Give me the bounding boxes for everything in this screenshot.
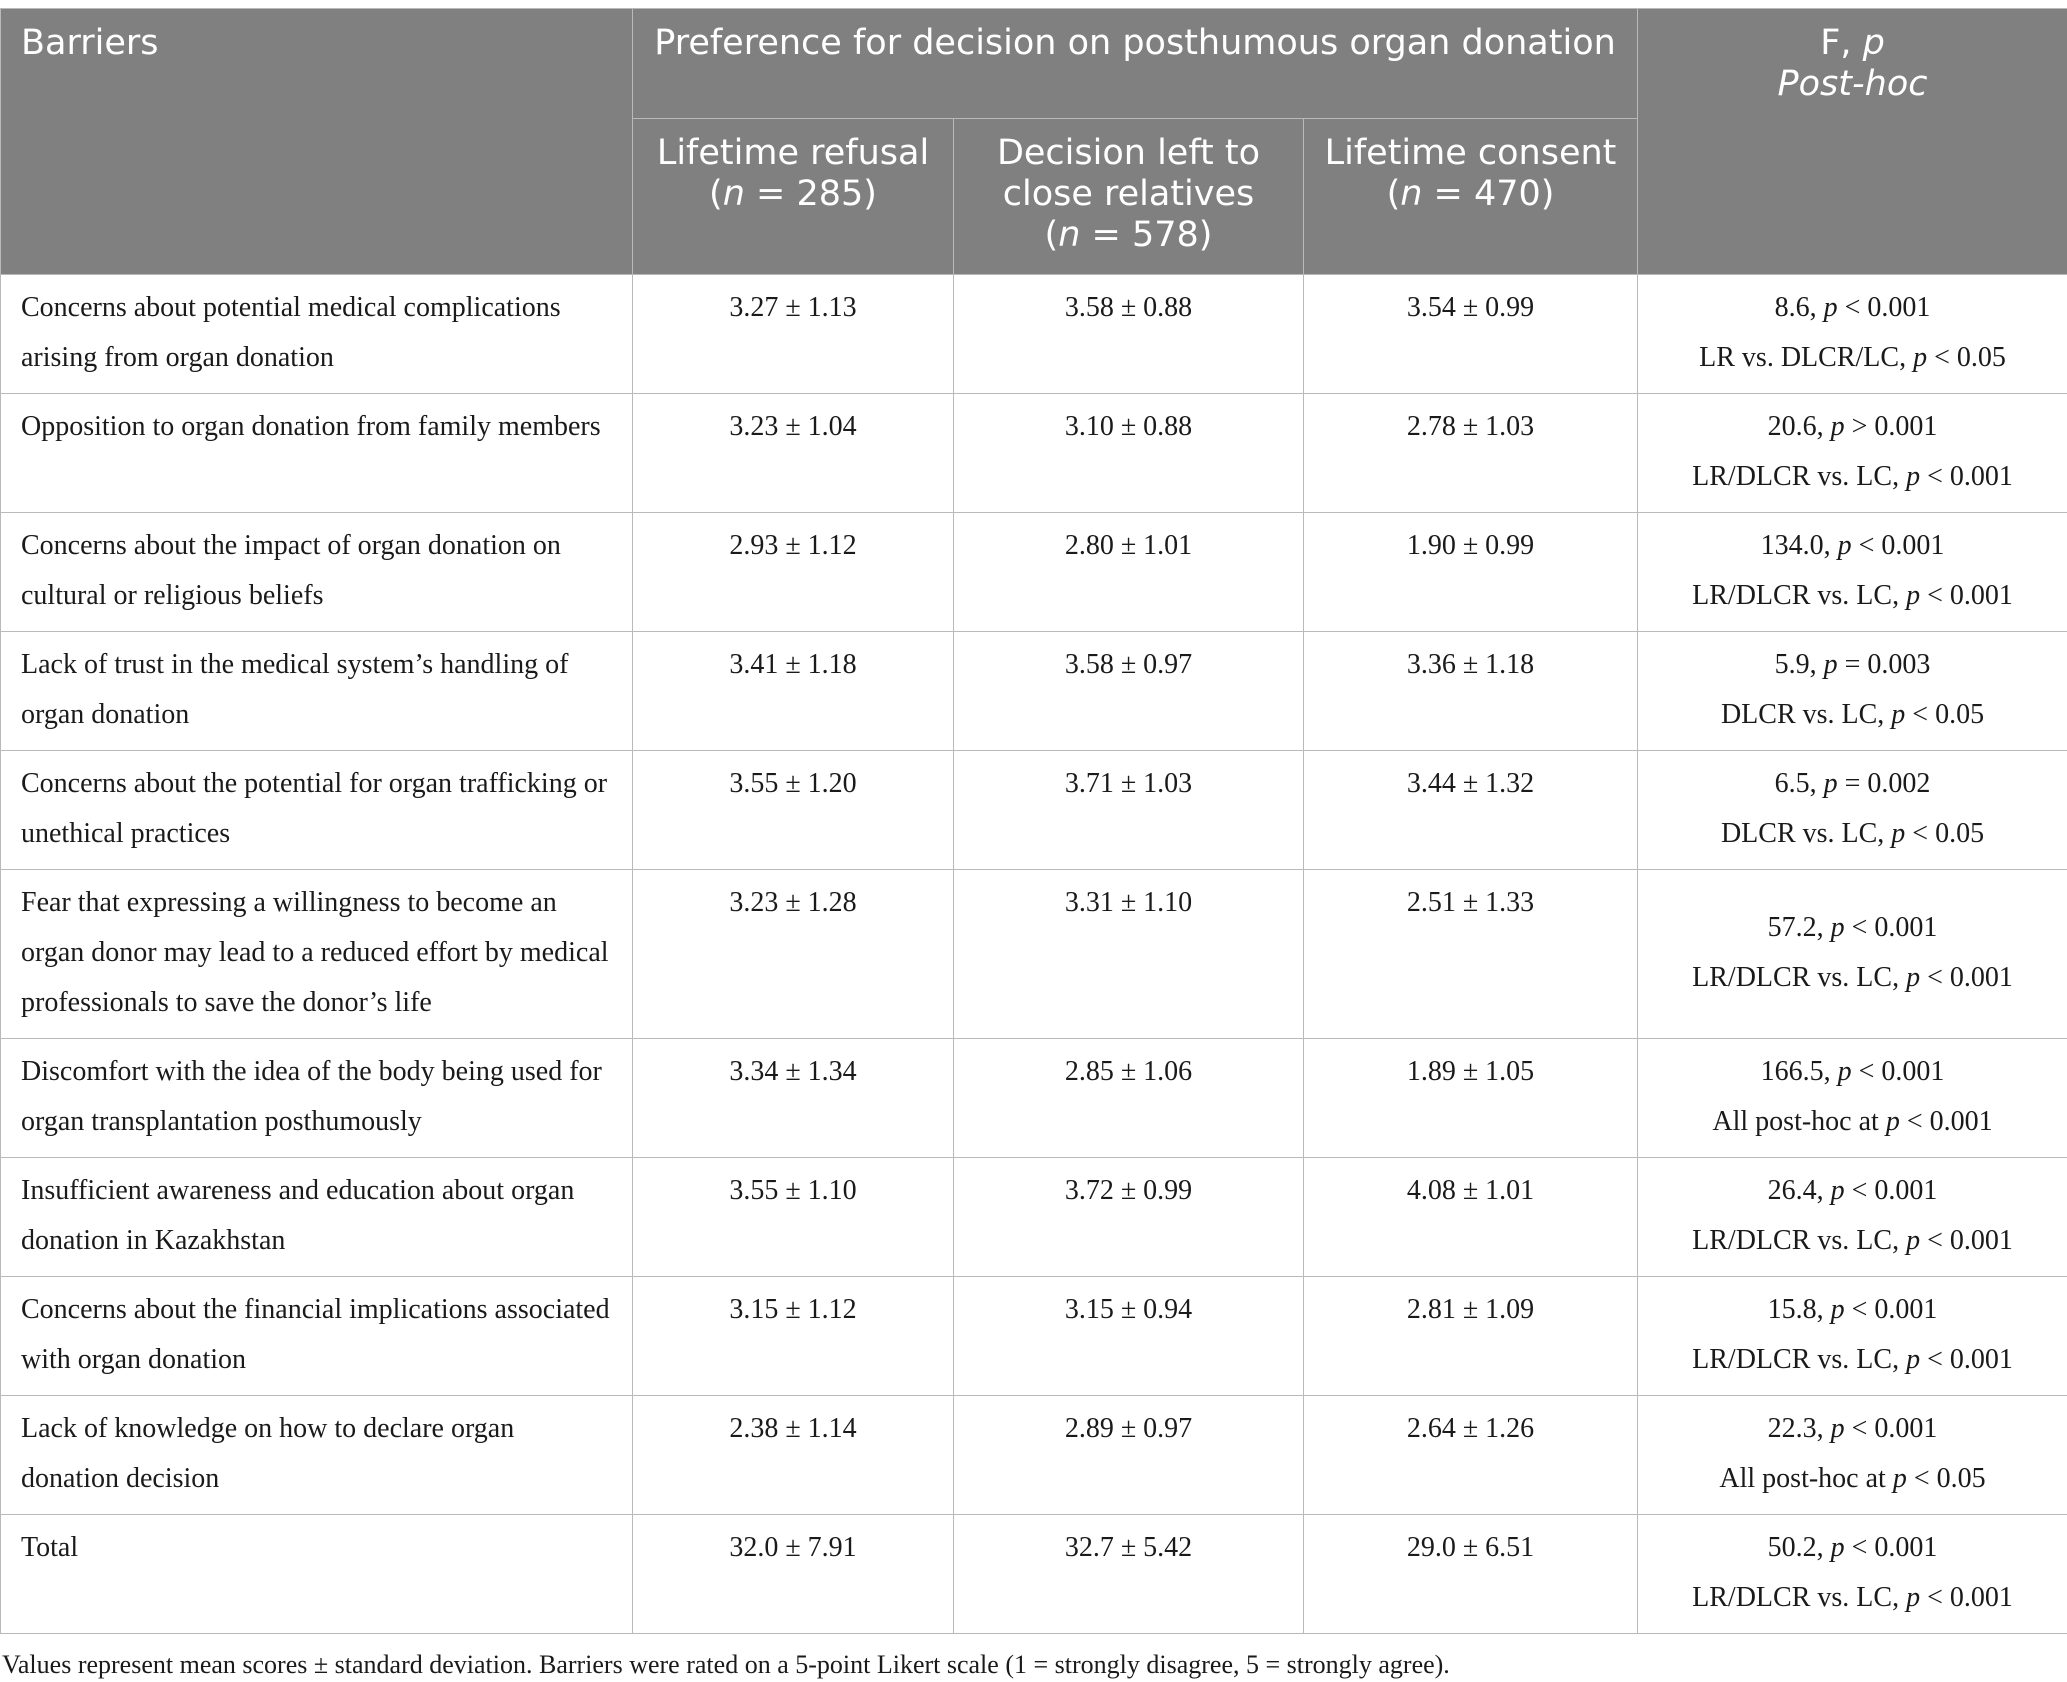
col-header-lifetime-refusal	[633, 119, 954, 275]
stat-cell	[1638, 394, 2067, 513]
stat-cell	[1638, 1396, 2067, 1515]
col-header-label: Lifetime consent	[1318, 133, 1623, 174]
barriers-header: Barriers	[1, 9, 633, 275]
posthoc-value: LR/DLCR vs. LC, p < 0.001	[1650, 953, 2055, 1003]
table-row	[1, 751, 2067, 870]
barriers-table	[0, 8, 2067, 1634]
barrier-cell: Discomfort with the idea of the body being used for organ transplantation posthumously	[1, 1039, 633, 1158]
table-row	[1, 513, 2067, 632]
f-value: 166.5, p < 0.001	[1650, 1047, 2055, 1097]
barrier-cell: Insufficient awareness and education about organ donation in Kazakhstan	[1, 1158, 633, 1277]
f-value: 6.5, p = 0.002	[1650, 759, 2055, 809]
posthoc-value: DLCR vs. LC, p < 0.05	[1650, 690, 2055, 740]
stat-cell	[1638, 870, 2067, 1039]
col-header-label: Decision left to close relatives	[968, 133, 1289, 215]
lifetime-refusal-cell: 3.27 ± 1.13	[633, 275, 954, 394]
lifetime-consent-cell: 3.36 ± 1.18	[1304, 632, 1638, 751]
barrier-cell: Concerns about the impact of organ donation on cultural or religious beliefs	[1, 513, 633, 632]
f-value: 57.2, p < 0.001	[1650, 903, 2055, 953]
decision-left-cell: 2.80 ± 1.01	[954, 513, 1304, 632]
stat-header-p: p	[1863, 23, 1885, 63]
stat-header-posthoc: Post-hoc	[1778, 64, 1928, 104]
stat-cell	[1638, 513, 2067, 632]
barrier-cell: Total	[1, 1515, 633, 1634]
stat-cell	[1638, 632, 2067, 751]
lifetime-refusal-cell: 2.93 ± 1.12	[633, 513, 954, 632]
decision-left-cell: 3.10 ± 0.88	[954, 394, 1304, 513]
barrier-cell: Concerns about the financial implications associated with organ donation	[1, 1277, 633, 1396]
posthoc-value: LR/DLCR vs. LC, p < 0.001	[1650, 1335, 2055, 1385]
col-header-label: Lifetime refusal	[647, 133, 939, 174]
decision-left-cell: 3.71 ± 1.03	[954, 751, 1304, 870]
table-row	[1, 1158, 2067, 1277]
table-row	[1, 394, 2067, 513]
lifetime-refusal-cell: 3.55 ± 1.20	[633, 751, 954, 870]
f-value: 20.6, p > 0.001	[1650, 402, 2055, 452]
f-value: 5.9, p = 0.003	[1650, 640, 2055, 690]
f-value: 50.2, p < 0.001	[1650, 1523, 2055, 1573]
col-header-lifetime-consent	[1304, 119, 1638, 275]
table-row	[1, 1039, 2067, 1158]
posthoc-value: DLCR vs. LC, p < 0.05	[1650, 809, 2055, 859]
table-row	[1, 275, 2067, 394]
stat-cell	[1638, 751, 2067, 870]
lifetime-consent-cell: 29.0 ± 6.51	[1304, 1515, 1638, 1634]
table-row	[1, 870, 2067, 1039]
barrier-cell: Concerns about potential medical complications arising from organ donation	[1, 275, 633, 394]
posthoc-value: LR vs. DLCR/LC, p < 0.05	[1650, 333, 2055, 383]
col-header-n: (n = 578)	[968, 215, 1289, 256]
lifetime-consent-cell: 2.64 ± 1.26	[1304, 1396, 1638, 1515]
posthoc-value: LR/DLCR vs. LC, p < 0.001	[1650, 1216, 2055, 1266]
stat-header	[1638, 9, 2067, 275]
f-value: 15.8, p < 0.001	[1650, 1285, 2055, 1335]
table-row	[1, 632, 2067, 751]
barrier-cell: Lack of knowledge on how to declare organ donation decision	[1, 1396, 633, 1515]
barrier-cell: Concerns about the potential for organ trafficking or unethical practices	[1, 751, 633, 870]
decision-left-cell: 3.15 ± 0.94	[954, 1277, 1304, 1396]
header-row-1	[1, 9, 2067, 119]
decision-left-cell: 3.31 ± 1.10	[954, 870, 1304, 1039]
table-container	[0, 8, 2067, 1682]
stat-cell	[1638, 1039, 2067, 1158]
lifetime-refusal-cell: 2.38 ± 1.14	[633, 1396, 954, 1515]
stat-cell	[1638, 1158, 2067, 1277]
lifetime-consent-cell: 4.08 ± 1.01	[1304, 1158, 1638, 1277]
stat-cell	[1638, 1277, 2067, 1396]
stat-cell	[1638, 275, 2067, 394]
decision-left-cell: 2.85 ± 1.06	[954, 1039, 1304, 1158]
col-header-n: (n = 285)	[647, 174, 939, 215]
lifetime-refusal-cell: 3.55 ± 1.10	[633, 1158, 954, 1277]
decision-left-cell: 3.58 ± 0.97	[954, 632, 1304, 751]
col-header-n: (n = 470)	[1318, 174, 1623, 215]
stat-header-f: F,	[1820, 23, 1862, 63]
barrier-cell: Lack of trust in the medical system’s handling of organ donation	[1, 632, 633, 751]
f-value: 134.0, p < 0.001	[1650, 521, 2055, 571]
posthoc-value: LR/DLCR vs. LC, p < 0.001	[1650, 571, 2055, 621]
lifetime-consent-cell: 2.51 ± 1.33	[1304, 870, 1638, 1039]
lifetime-consent-cell: 1.90 ± 0.99	[1304, 513, 1638, 632]
f-value: 22.3, p < 0.001	[1650, 1404, 2055, 1454]
barrier-cell: Opposition to organ donation from family members	[1, 394, 633, 513]
barrier-cell: Fear that expressing a willingness to become an organ donor may lead to a reduced effort by medical professionals to save the donor’s life	[1, 870, 633, 1039]
stat-cell	[1638, 1515, 2067, 1634]
lifetime-consent-cell: 2.78 ± 1.03	[1304, 394, 1638, 513]
lifetime-refusal-cell: 3.23 ± 1.28	[633, 870, 954, 1039]
lifetime-consent-cell: 3.44 ± 1.32	[1304, 751, 1638, 870]
f-value: 26.4, p < 0.001	[1650, 1166, 2055, 1216]
table-body	[1, 275, 2067, 1634]
lifetime-refusal-cell: 3.23 ± 1.04	[633, 394, 954, 513]
lifetime-consent-cell: 1.89 ± 1.05	[1304, 1039, 1638, 1158]
decision-left-cell: 3.72 ± 0.99	[954, 1158, 1304, 1277]
f-value: 8.6, p < 0.001	[1650, 283, 2055, 333]
posthoc-value: All post-hoc at p < 0.05	[1650, 1454, 2055, 1504]
lifetime-refusal-cell: 3.34 ± 1.34	[633, 1039, 954, 1158]
table-footnote: Values represent mean scores ± standard deviation. Barriers were rated on a 5-point Likert scale (1 = strongly disagree, 5 = strongly agree).	[2, 1648, 2067, 1682]
decision-left-cell: 2.89 ± 0.97	[954, 1396, 1304, 1515]
decision-left-cell: 32.7 ± 5.42	[954, 1515, 1304, 1634]
lifetime-consent-cell: 2.81 ± 1.09	[1304, 1277, 1638, 1396]
lifetime-refusal-cell: 32.0 ± 7.91	[633, 1515, 954, 1634]
posthoc-value: All post-hoc at p < 0.001	[1650, 1097, 2055, 1147]
preference-group-header: Preference for decision on posthumous organ donation	[633, 9, 1638, 119]
lifetime-refusal-cell: 3.41 ± 1.18	[633, 632, 954, 751]
posthoc-value: LR/DLCR vs. LC, p < 0.001	[1650, 1573, 2055, 1623]
col-header-decision-left	[954, 119, 1304, 275]
table-row	[1, 1515, 2067, 1634]
posthoc-value: LR/DLCR vs. LC, p < 0.001	[1650, 452, 2055, 502]
lifetime-refusal-cell: 3.15 ± 1.12	[633, 1277, 954, 1396]
table-row	[1, 1277, 2067, 1396]
decision-left-cell: 3.58 ± 0.88	[954, 275, 1304, 394]
table-row	[1, 1396, 2067, 1515]
lifetime-consent-cell: 3.54 ± 0.99	[1304, 275, 1638, 394]
